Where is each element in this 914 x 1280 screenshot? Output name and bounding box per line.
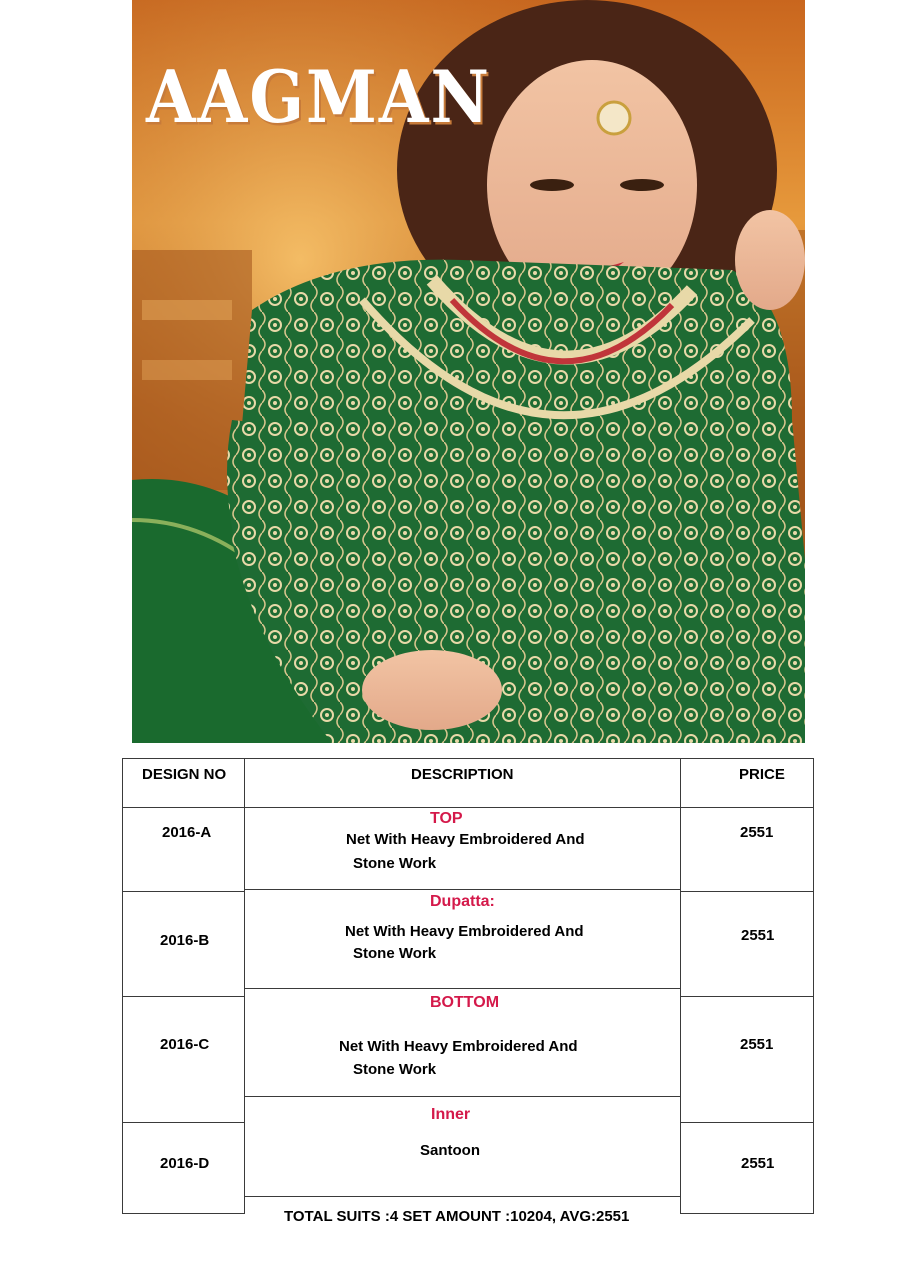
grid-line [244, 1196, 681, 1197]
grid-line [680, 1213, 814, 1214]
price-cell: 2551 [741, 927, 775, 944]
grid-line [122, 1213, 245, 1214]
design-no-cell: 2016-C [160, 1036, 210, 1053]
section-title-bottom: BOTTOM [430, 994, 500, 1011]
header-design-no: DESIGN NO [142, 766, 227, 783]
grid-line [122, 891, 245, 892]
description-line: Stone Work [353, 855, 437, 872]
grid-line [244, 1096, 681, 1097]
grid-line [244, 807, 681, 808]
price-cell: 2551 [740, 824, 774, 841]
price-cell: 2551 [740, 1036, 774, 1053]
grid-line [680, 758, 681, 1214]
grid-line [813, 758, 814, 1214]
design-no-cell: 2016-D [160, 1155, 210, 1172]
grid-line [680, 807, 814, 808]
grid-line [244, 889, 681, 890]
price-cell: 2551 [741, 1155, 775, 1172]
grid-line [244, 758, 681, 759]
description-line: Net With Heavy Embroidered And [339, 1038, 578, 1055]
grid-line [680, 996, 814, 997]
total-summary: TOTAL SUITS :4 SET AMOUNT :10204, AVG:2551 [284, 1208, 630, 1225]
grid-line [122, 758, 245, 759]
description-line: Net With Heavy Embroidered And [345, 923, 584, 940]
section-title-dupatta: Dupatta: [430, 893, 495, 910]
description-line: Stone Work [353, 945, 437, 962]
grid-line [122, 1122, 245, 1123]
grid-line [244, 758, 245, 1214]
header-price: PRICE [739, 766, 785, 783]
description-line: Santoon [420, 1142, 480, 1159]
grid-line [122, 807, 245, 808]
grid-line [680, 1122, 814, 1123]
grid-line [680, 758, 814, 759]
section-title-top: TOP [430, 810, 463, 827]
section-title-inner: Inner [431, 1106, 471, 1123]
grid-line [244, 988, 681, 989]
grid-line [680, 891, 814, 892]
header-description: DESCRIPTION [411, 766, 514, 783]
description-line: Stone Work [353, 1061, 437, 1078]
grid-line [122, 996, 245, 997]
design-no-cell: 2016-A [162, 824, 212, 841]
grid-line [122, 758, 123, 1214]
brand-logo: AAGMAN [146, 56, 491, 140]
design-no-cell: 2016-B [160, 932, 210, 949]
description-line: Net With Heavy Embroidered And [346, 831, 585, 848]
